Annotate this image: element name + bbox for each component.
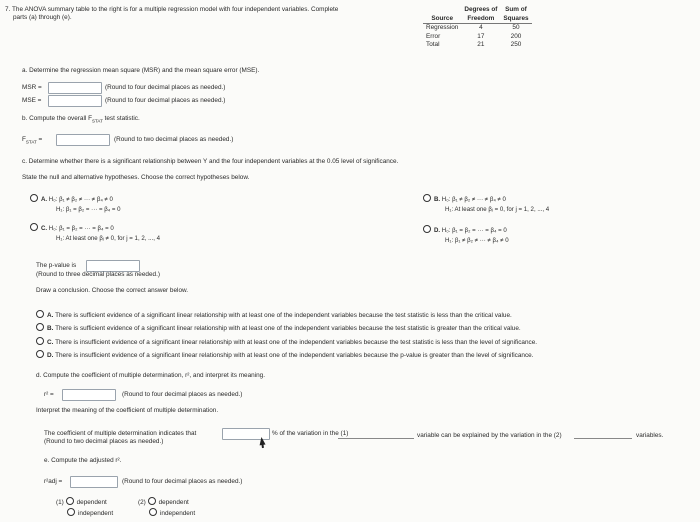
- fstat-input[interactable]: [56, 134, 110, 146]
- r2-label: r² =: [44, 391, 54, 398]
- dropdown-1-select[interactable]: [338, 438, 414, 439]
- r2-input[interactable]: [62, 389, 116, 401]
- anova-header-ss-bottom: Squares: [500, 15, 531, 24]
- radio-icon[interactable]: [66, 497, 74, 505]
- hypothesis-option-c[interactable]: C. H₀: β₁ = β₂ = ··· = β₄ = 0 H₁: At least one βⱼ ≠ 0, for j = 1, 2, ..., 4: [30, 223, 160, 243]
- hypotheses-instruction: State the null and alternative hypotheses. Choose the correct hypotheses below.: [22, 174, 250, 181]
- choice-1-dependent[interactable]: dependent: [76, 499, 107, 506]
- radio-icon[interactable]: [36, 350, 44, 358]
- problem-intro-line1: [5, 6, 338, 14]
- dropdown-2-select[interactable]: [574, 438, 632, 439]
- problem-intro-line2: parts (a) through (e).: [13, 14, 72, 21]
- fstat-label: $F_{STAT}$ =: [22, 136, 43, 145]
- radio-icon[interactable]: [67, 508, 75, 516]
- radio-icon[interactable]: [149, 508, 157, 516]
- problem-intro-text: The ANOVA summary table to the right is for a multiple regression model with four independent variables. Complete: [12, 6, 339, 13]
- hypothesis-option-b[interactable]: B. H₀: β₁ ≠ β₂ ≠ ··· ≠ β₄ ≠ 0 H₁: At least one βⱼ = 0, for j = 1, 2, ..., 4: [423, 194, 549, 214]
- choice-2-dependent[interactable]: dependent: [158, 499, 189, 506]
- fstat-hint: (Round to two decimal places as needed.): [114, 136, 234, 143]
- conclusion-option-c[interactable]: C. There is insufficient evidence of a significant linear relationship with at least one of the independent variables because the test statistic is less than the level of significance.: [36, 337, 537, 347]
- part-e-prompt: e. Compute the adjusted r².: [44, 457, 122, 464]
- part-d-prompt: d. Compute the coefficient of multiple determination, r², and interpret its meaning.: [36, 372, 265, 379]
- r2adj-label: r²adj =: [44, 478, 63, 485]
- part-a-prompt: a. Determine the regression mean square (MSR) and the mean square error (MSE).: [22, 67, 260, 74]
- choice-2-independent[interactable]: independent: [160, 509, 196, 517]
- choice-1-independent[interactable]: independent: [78, 509, 114, 517]
- pvalue-hint: (Round to three decimal places as needed.): [36, 271, 160, 278]
- r2adj-hint: (Round to four decimal places as needed.): [122, 478, 243, 485]
- msr-input[interactable]: [48, 82, 102, 94]
- interpretation-hint: (Round to two decimal places as needed.): [44, 438, 164, 445]
- part-c-prompt: c. Determine whether there is a significant relationship between Y and the four independent variables at the 0.05 level of significance.: [22, 158, 399, 165]
- problem-number: 7.: [5, 6, 11, 13]
- choice-list-2: (2) dependent independent: [138, 499, 196, 517]
- mse-label: MSE =: [22, 97, 42, 104]
- mouse-cursor-icon: [258, 437, 265, 446]
- anova-header-df-top: Degrees of: [464, 6, 498, 13]
- msr-label: MSR =: [22, 84, 42, 91]
- radio-icon[interactable]: [36, 337, 44, 345]
- mse-hint: (Round to four decimal places as needed.): [105, 97, 226, 104]
- anova-header-df-bottom: Freedom: [461, 15, 500, 24]
- conclusion-option-b[interactable]: B. There is sufficient evidence of a significant linear relationship with at least one of the independent variables because the test statistic is greater than the critical value.: [36, 323, 521, 333]
- mse-input[interactable]: [48, 95, 102, 107]
- interpret-prompt: Interpret the meaning of the coefficient of multiple determination.: [36, 407, 219, 414]
- anova-header-ss-top: Sum of: [505, 6, 527, 13]
- anova-table: [423, 6, 532, 50]
- interpretation-sentence-mid2: variable can be explained by the variation in the (2): [417, 432, 562, 439]
- r2-hint: (Round to four decimal places as needed.): [122, 391, 243, 398]
- hypothesis-option-a[interactable]: A. H₀: β₁ ≠ β₂ ≠ ··· ≠ β₄ ≠ 0 H₁: β₁ = β₂ = ··· = β₄ = 0: [30, 194, 121, 214]
- anova-row: Total 21 250: [426, 41, 522, 48]
- msr-hint: (Round to four decimal places as needed.): [105, 84, 226, 91]
- radio-icon[interactable]: [36, 323, 44, 331]
- interpretation-sentence-end: variables.: [636, 432, 664, 439]
- radio-icon[interactable]: [148, 497, 156, 505]
- radio-icon[interactable]: [423, 194, 431, 202]
- conclusion-option-d[interactable]: D. There is insufficient evidence of a significant linear relationship with at least one of the independent variables because the p-value is greater than the level of significance.: [36, 350, 533, 360]
- interpretation-sentence-mid: % of the variation in the (1): [272, 430, 349, 437]
- pvalue-label: The p-value is: [36, 262, 77, 269]
- hypothesis-option-d[interactable]: D. H₀: β₁ = β₂ = ··· = β₄ = 0 H₁: β₁ ≠ β₂ ≠ ··· ≠ β₄ ≠ 0: [423, 225, 509, 245]
- choice-list-1: (1) dependent independent: [56, 499, 114, 517]
- conclusion-prompt: Draw a conclusion. Choose the correct answer below.: [36, 287, 189, 294]
- radio-icon[interactable]: [30, 194, 38, 202]
- anova-row: Regression 4 50: [426, 24, 520, 31]
- radio-icon[interactable]: [30, 223, 38, 231]
- conclusion-option-a[interactable]: A. There is sufficient evidence of a significant linear relationship with at least one of the independent variables because the test statistic is less than the critical value.: [36, 310, 512, 320]
- interpretation-sentence-start: The coefficient of multiple determination indicates that: [44, 430, 197, 437]
- anova-row: Error 17 200: [426, 32, 522, 40]
- r2adj-input[interactable]: [70, 476, 118, 488]
- part-b-prompt: b. Compute the overall $F_{STAT}$ test statistic.: [22, 115, 140, 124]
- anova-header-source: Source: [423, 15, 461, 24]
- radio-icon[interactable]: [423, 225, 431, 233]
- radio-icon[interactable]: [36, 310, 44, 318]
